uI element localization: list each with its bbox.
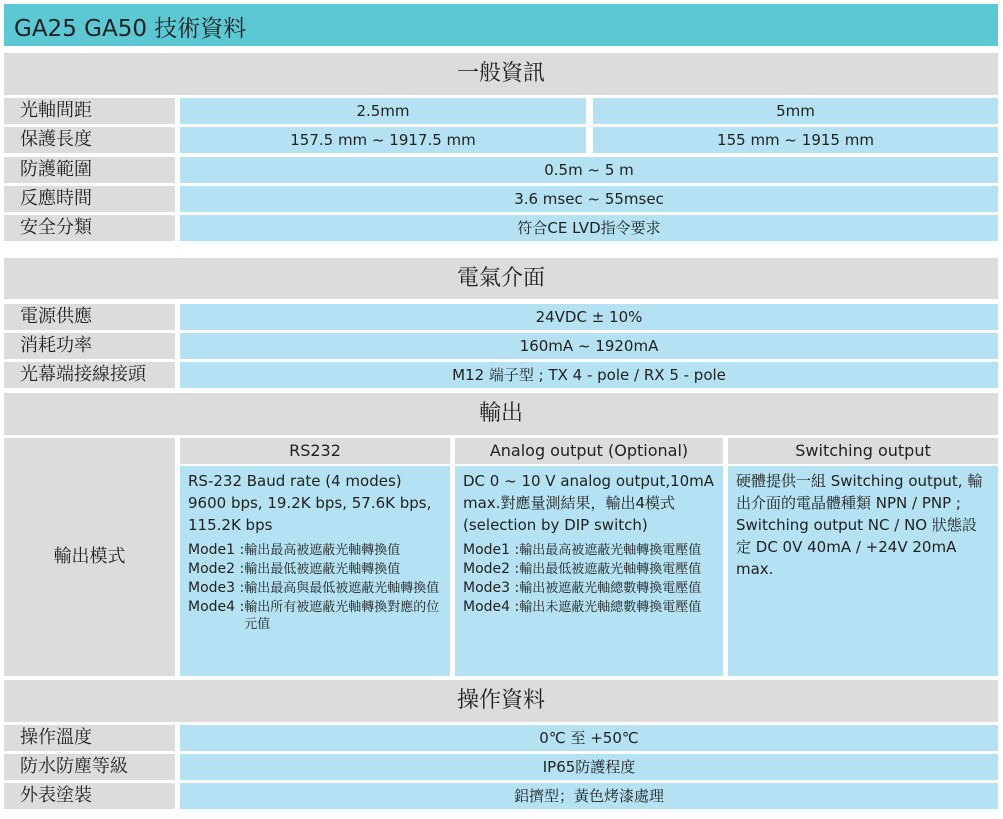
connector-value: M12 端子型 ; TX 4 - pole / RX 5 - pole xyxy=(180,362,998,388)
mode-key: Mode3 : xyxy=(463,580,520,596)
switching-cell xyxy=(728,466,998,676)
response-value: 3.6 msec ~ 55msec xyxy=(180,186,998,212)
switching-description: 硬體提供一組 Switching output, 輸出介面的電晶體種類 NPN / PNP ; Switching output NC / NO 狀態設定 DC 0V 40mA / +24V 20mA max. xyxy=(736,472,983,578)
row-label-power: 電源供應 xyxy=(4,304,175,330)
analog-mode-3 xyxy=(463,580,715,597)
length-value-ga50: 155 mm ~ 1915 mm xyxy=(593,127,998,153)
mode-text: 輸出最高被遮蔽光軸轉換值 xyxy=(244,543,401,558)
pitch-value-ga25: 2.5mm xyxy=(180,98,586,124)
title-bar xyxy=(4,4,998,46)
mode-text: 輸出最高被遮蔽光軸轉換電壓值 xyxy=(519,543,702,558)
column-header-rs232: RS232 xyxy=(180,438,450,464)
row-label-length: 保護長度 xyxy=(4,127,175,153)
pitch-value-ga50: 5mm xyxy=(593,98,998,124)
analog-mode-4 xyxy=(463,599,715,616)
mode-key: Mode3 : xyxy=(188,580,245,596)
rs232-mode-2 xyxy=(188,561,442,578)
analog-description: DC 0 ~ 10 V analog output,10mA max.對應量測結果，輸出4模式 (selection by DIP switch) xyxy=(463,472,715,534)
ip-rating-value: IP65防護程度 xyxy=(180,754,998,780)
row-label-pitch: 光軸間距 xyxy=(4,98,175,124)
power-value: 24VDC ± 10% xyxy=(180,304,998,330)
mode-text: 輸出被遮蔽光軸總數轉換電壓值 xyxy=(519,581,702,596)
rs232-description: RS-232 Baud rate (4 modes) 9600 bps, 19.2K bps, 57.6K bps, 115.2K bps xyxy=(188,472,432,534)
analog-mode-2 xyxy=(463,561,715,578)
rs232-mode-3 xyxy=(188,580,442,597)
rs232-cell xyxy=(180,466,450,676)
mode-key: Mode4 : xyxy=(463,599,520,615)
mode-text: 輸出最高與最低被遮蔽光軸轉換值 xyxy=(244,581,440,596)
consumption-value: 160mA ~ 1920mA xyxy=(180,333,998,359)
section-output-heading: 輸出 xyxy=(4,393,998,435)
mode-key: Mode1 : xyxy=(188,542,245,558)
range-value: 0.5m ~ 5 m xyxy=(180,157,998,183)
mode-text: 輸出最低被遮蔽光軸轉換值 xyxy=(244,562,401,577)
row-label-finish: 外表塗裝 xyxy=(4,783,175,809)
finish-value: 鋁擠型；黃色烤漆處理 xyxy=(180,783,998,809)
safety-value: 符合CE LVD指令要求 xyxy=(180,215,998,241)
mode-key: Mode2 : xyxy=(463,561,520,577)
mode-key: Mode1 : xyxy=(463,542,520,558)
analog-mode-1 xyxy=(463,542,715,559)
section-operation-heading: 操作資料 xyxy=(4,680,998,722)
row-label-ip-rating: 防水防塵等級 xyxy=(4,754,175,780)
row-label-safety: 安全分類 xyxy=(4,215,175,241)
rs232-mode-4 xyxy=(188,599,442,633)
row-label-output-mode: 輸出模式 xyxy=(4,438,175,676)
page-title: GA25 GA50 技術資料 xyxy=(14,16,247,42)
length-value-ga25: 157.5 mm ~ 1917.5 mm xyxy=(180,127,586,153)
row-label-connector: 光幕端接線接頭 xyxy=(4,362,175,388)
mode-key: Mode2 : xyxy=(188,561,245,577)
analog-cell xyxy=(455,466,723,676)
mode-text: 輸出未遮蔽光軸總數轉換電壓值 xyxy=(519,600,702,615)
row-label-consumption: 消耗功率 xyxy=(4,333,175,359)
section-electrical-heading: 電氣介面 xyxy=(4,258,998,299)
row-label-response: 反應時間 xyxy=(4,186,175,212)
row-label-range: 防護範圍 xyxy=(4,157,175,183)
column-header-switching: Switching output xyxy=(728,438,998,464)
rs232-mode-1 xyxy=(188,542,442,559)
row-label-temperature: 操作溫度 xyxy=(4,725,175,751)
column-header-analog: Analog output (Optional) xyxy=(455,438,723,464)
mode-key: Mode4 : xyxy=(188,599,245,615)
mode-text: 輸出最低被遮蔽光軸轉換電壓值 xyxy=(519,562,702,577)
section-general-heading: 一般資訊 xyxy=(4,53,998,95)
temperature-value: 0℃ 至 +50℃ xyxy=(180,725,998,751)
mode-text: 輸出所有被遮蔽光軸轉換對應的位元值 xyxy=(244,600,440,632)
